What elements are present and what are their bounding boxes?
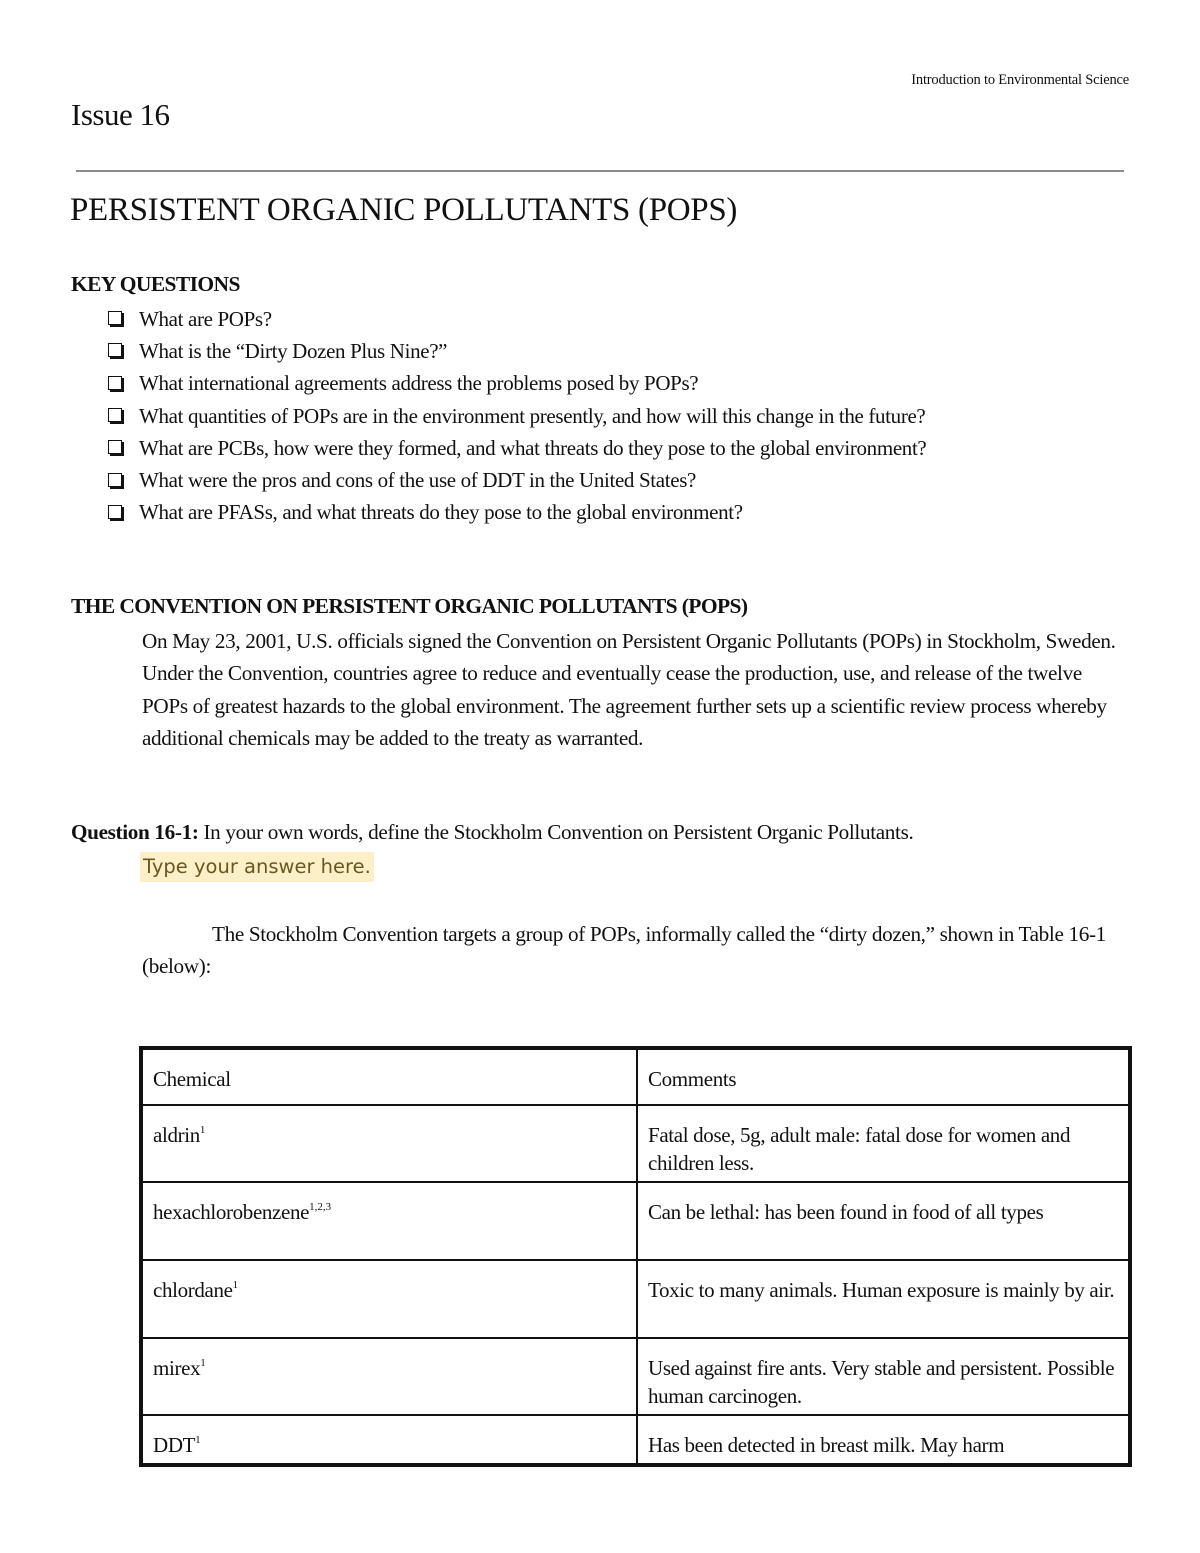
key-questions-heading: KEY QUESTIONS [71, 272, 240, 296]
column-header-comments: Comments [637, 1048, 1130, 1105]
checkbox-icon [108, 505, 122, 519]
key-question-text: What are PCBs, how were they formed, and what threats do they pose to the global environment? [139, 435, 927, 460]
issue-label: Issue 16 [71, 97, 170, 132]
checkbox-icon [108, 376, 122, 390]
table-row [141, 1105, 1130, 1182]
checkbox-icon [108, 440, 122, 454]
table-row [141, 1260, 1130, 1338]
checkbox-icon [108, 311, 122, 325]
dirty-dozen-table [139, 1046, 1132, 1467]
intro-paragraph: The Stockholm Convention targets a group of POPs, informally called the “dirty dozen,” shown in Table 16-1 (below): [142, 922, 1106, 979]
list-item [108, 497, 926, 529]
comment-cell: Used against fire ants. Very stable and persistent. Possible human carcinogen. [637, 1338, 1130, 1415]
chemical-name: aldrin [153, 1123, 200, 1147]
key-questions-list [108, 303, 926, 529]
footnote-ref: 1,2,3 [309, 1201, 332, 1213]
list-item [108, 335, 926, 367]
chemical-cell [141, 1105, 637, 1182]
convention-heading: THE CONVENTION ON PERSISTENT ORGANIC POLLUTANTS (POPS) [71, 594, 748, 618]
list-item [108, 432, 926, 464]
key-question-text: What is the “Dirty Dozen Plus Nine?” [139, 338, 448, 363]
comment-cell: Toxic to many animals. Human exposure is mainly by air. [637, 1260, 1130, 1338]
chemical-name: mirex [153, 1356, 201, 1380]
list-item [108, 303, 926, 335]
list-item [108, 464, 926, 496]
convention-paragraph: On May 23, 2001, U.S. officials signed the Convention on Persistent Organic Pollutants (POPs) in Stockholm, Sweden. Under the Convention, countries agree to reduce and eventually cease the production, use, and release of the twelve POPs of greatest hazards to the global environment. The agreement further sets up a scientific review process whereby additional chemicals may be added to the treaty as warranted. [142, 629, 1116, 751]
table-row [141, 1182, 1130, 1260]
table-row [141, 1338, 1130, 1415]
chemical-cell [141, 1182, 637, 1260]
key-question-text: What quantities of POPs are in the environment presently, and how will this change in the future? [139, 403, 926, 428]
chemical-cell [141, 1338, 637, 1415]
footnote-ref: 1 [195, 1434, 201, 1446]
comment-cell: Has been detected in breast milk. May harm [637, 1415, 1130, 1465]
checkbox-icon [108, 473, 122, 487]
table-row [141, 1415, 1130, 1465]
list-item [108, 400, 926, 432]
table-header-row [141, 1048, 1130, 1105]
chemical-cell [141, 1415, 637, 1465]
header-divider [76, 170, 1124, 172]
course-title: Introduction to Environmental Science [911, 72, 1129, 88]
chemical-name: chlordane [153, 1278, 233, 1302]
footnote-ref: 1 [199, 1124, 206, 1136]
checkbox-icon [108, 408, 122, 422]
question-16-1 [71, 820, 913, 845]
key-question-text: What are POPs? [139, 306, 272, 331]
key-question-text: What international agreements address the problems posed by POPs? [139, 371, 699, 396]
key-question-text: What are PFASs, and what threats do they pose to the global environment? [139, 500, 743, 525]
comment-cell: Fatal dose, 5g, adult male: fatal dose for women and children less. [637, 1105, 1130, 1182]
chemical-name: DDT [153, 1433, 196, 1457]
question-label: Question 16-1: [71, 820, 199, 844]
page-title: PERSISTENT ORGANIC POLLUTANTS (POPS) [70, 192, 738, 228]
list-item [108, 368, 926, 400]
comment-cell: Can be lethal: has been found in food of all types [637, 1182, 1130, 1260]
chemical-name: hexachlorobenzene [153, 1200, 310, 1224]
key-question-text: What were the pros and cons of the use of DDT in the United States? [139, 468, 697, 493]
footnote-ref: 1 [200, 1357, 206, 1369]
answer-input[interactable]: Type your answer here. [140, 852, 374, 882]
column-header-chemical: Chemical [141, 1048, 637, 1105]
chemical-cell [141, 1260, 637, 1338]
question-text: In your own words, define the Stockholm Convention on Persistent Organic Pollutants. [198, 820, 914, 844]
footnote-ref: 1 [232, 1279, 239, 1291]
checkbox-icon [108, 343, 122, 357]
